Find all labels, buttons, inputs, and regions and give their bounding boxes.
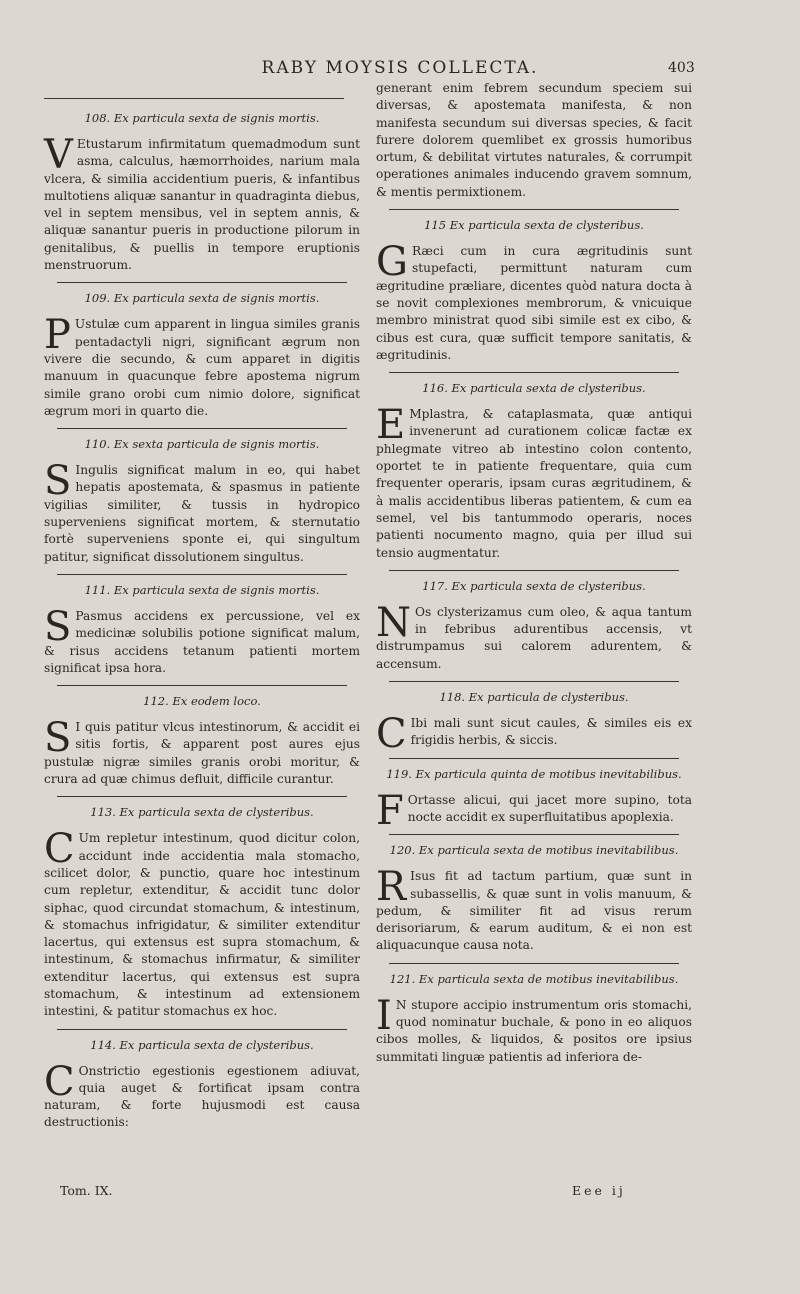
divider — [57, 428, 348, 429]
section-body: Um repletur intestinum, quod dicitur colon, accidunt inde accidentia mala stomacho, scilicet dolor, & punctio, quare hoc intestinum cum repletur, extenditur, & accidit tunc dolor siphac, quod circundat stomachum, & intestinum, & stomachus infrigidatur, & similiter extenditur lacertus, qui extensus est supra stomachum, & intestinum, & stomachus infirmatur, & similiter extenditur lacertus, qui extensus est supra stomachum, & intestinum ad extensionem intestini, & patitur stomachus ex hoc. — [44, 831, 360, 1019]
section-text — [44, 603, 360, 677]
section-heading: 110. Ex sexta particula de signis mortis. — [84, 437, 320, 452]
section-text — [376, 711, 692, 758]
drop-cap: C — [376, 711, 407, 758]
section-body: Isus fit ad tactum partium, quæ sunt in subassellis, & quæ sunt in volis manuum, & pedum, & similiter fit ad visus rerum derisoriarum, & earum auditum, & ei non est aliquacunque causa nota. — [376, 869, 692, 953]
drop-cap: S — [44, 458, 72, 505]
signature-mark: Eee ij — [572, 1183, 626, 1198]
section-heading: 116. Ex particula sexta de clysteribus. — [422, 381, 646, 396]
continuation-text: generant enim febrem secundum speciem sui diversas, & apostemata manifesta, & non manifesta secundum sui diversas species, & facit furere dolorem quemlibet ex grossis humoribus ortum, & debilitat virtutes naturales, & corrumpit operationes animales inducendo gravem somnum, & mentis permixtionem. — [376, 81, 692, 199]
drop-cap: S — [44, 603, 72, 650]
section-heading: 109. Ex particula sexta de signis mortis. — [84, 291, 320, 306]
volume-mark: Tom. IX. — [60, 1183, 113, 1198]
divider — [389, 758, 680, 759]
section-text — [44, 715, 360, 788]
section-115 — [376, 218, 692, 364]
drop-cap: F — [376, 787, 404, 834]
right-column — [376, 80, 692, 1072]
section-body: Etustarum infirmitatum quemadmodum sunt asma, calculus, hæmorrhoides, narium mala vlcera, & similia accidentium pueris, & infantibus multotiens aliquæ sanantur in quadraginta diebus, vel in septem mensibus, vel in septem annis, & aliquæ sanantur pueris in productione pilorum in genitalibus, & puellis in tempore eruptionis menstruorum. — [44, 137, 360, 273]
section-text — [44, 458, 360, 566]
left-column — [44, 98, 360, 1138]
drop-cap: R — [376, 864, 407, 911]
section-text — [44, 312, 360, 420]
section-text — [376, 239, 692, 364]
divider — [389, 372, 680, 373]
divider — [389, 834, 680, 835]
section-body: I quis patitur vlcus intestinorum, & accidit ei sitis fortis, & apparent post aures ejus pustulæ nigræ similes granis orobi moritur, & crura ad quæ chimus defluit, difficile curantur. — [44, 720, 360, 787]
section-text — [376, 599, 692, 673]
section-body: Ustulæ cum apparent in lingua similes granis pentadactyli nigri, significant ægrum non vivere die secundo, & cum apparet in digitis manuum in quacunque febre apostema nigrum simile grano orobi cum nimio dolore, significat ægrum mori in quarto die. — [44, 317, 360, 418]
section-body: Mplastra, & cataplasmata, quæ antiqui invenerunt ad curationem colicæ factæ ex phlegmate vitreo ab intestino colon contento, oportet te in patiente frequentare, quia cum frequenter operaris, ipsam curas ægritudinem, & à malis accidentibus liberas patientem, & cum ea semel, vel bis tantummodo operaris, noces patienti nocumento magno, quia per illud sui tensio augmentatur. — [376, 407, 692, 560]
page-number: 403 — [668, 60, 695, 76]
section-body: N stupore accipio instrumentum oris stomachi, quod nominatur buchale, & pono in eo aliquos cibos molles, & liquidos, & positos ore ipsius summitati linguæ patientis ad inferiora de- — [376, 997, 692, 1064]
section-text — [376, 992, 692, 1066]
section-text — [376, 402, 692, 562]
divider — [57, 685, 348, 686]
drop-cap: C — [44, 1058, 75, 1105]
section-heading: 119. Ex particula quinta de motibus inevitabilibus. — [386, 766, 682, 781]
drop-cap: N — [376, 599, 411, 646]
section-body: Ingulis significat malum in eo, qui habet hepatis apostemata, & spasmus in patiente vigilias similiter, & tussis in hydropico superveniens significat mortem, & sternutatio fortè superveniens sponte ei, qui singultum patitur, significat dissolutionem singultus. — [44, 463, 360, 564]
section-108 — [44, 111, 360, 274]
section-body: Ræci cum in cura ægritudinis sunt stupefacti, permittunt naturam cum ægritudine præliare, dicentes quòd natura docta à se novit complexiones membrorum, & vnicuique membro ministrat quod sibi simile est ex cibo, & cibus est cura, quæ sufficit tempore sanitatis, & ægritudinis. — [376, 244, 692, 362]
section-heading: 118. Ex particula de clysteribus. — [439, 690, 629, 705]
drop-cap: P — [44, 312, 71, 359]
section-116 — [376, 381, 692, 562]
divider — [57, 282, 348, 283]
section-heading: 114. Ex particula sexta de clysteribus. — [90, 1037, 314, 1052]
divider — [389, 570, 680, 571]
drop-cap: E — [376, 402, 406, 449]
section-text — [44, 826, 360, 1020]
section-text — [376, 864, 692, 954]
section-heading: 113. Ex particula sexta de clysteribus. — [90, 805, 314, 820]
section-114 — [44, 1038, 360, 1132]
divider — [389, 681, 680, 682]
section-body: Ibi mali sunt sicut caules, & similes eis ex frigidis herbis, & siccis. — [410, 716, 692, 748]
section-text — [376, 787, 692, 834]
section-heading: 111. Ex particula sexta de signis mortis. — [84, 582, 320, 597]
section-text — [44, 1058, 360, 1132]
divider — [389, 963, 680, 964]
section-heading: 108. Ex particula sexta de signis mortis. — [84, 111, 320, 125]
drop-cap: C — [44, 826, 75, 873]
section-112 — [44, 694, 360, 788]
section-heading: 121. Ex particula sexta de motibus inevitabilibus. — [389, 971, 679, 986]
section-text — [44, 132, 360, 274]
drop-cap: V — [44, 132, 73, 178]
section-body: Pasmus accidens ex percussione, vel ex medicinæ solubilis potione significat malum, & risus accidens tetanum patienti mortem significat ipsa hora. — [44, 608, 360, 675]
section-111 — [44, 583, 360, 677]
section-109 — [44, 291, 360, 420]
section-heading: 112. Ex eodem loco. — [143, 694, 261, 709]
drop-cap: I — [376, 992, 392, 1039]
divider — [57, 796, 348, 797]
section-110 — [44, 437, 360, 566]
section-heading: 120. Ex particula sexta de motibus inevitabilibus. — [389, 843, 679, 858]
divider — [57, 574, 348, 575]
section-heading: 115 Ex particula sexta de clysteribus. — [424, 218, 644, 233]
section-body: Os clysterizamus cum oleo, & aqua tantum in febribus adurentibus accensis, vt distrumpamus sui calorem adurentem, & accensum. — [376, 604, 692, 671]
running-head: RABY MOYSIS COLLECTA. — [261, 58, 539, 78]
section-body: Onstrictio egestionis egestionem adiuvat, quia auget & fortificat ipsam contra naturam, & forte hujusmodi est causa destructionis: — [44, 1063, 360, 1130]
divider — [57, 1029, 348, 1030]
section-120 — [376, 843, 692, 954]
drop-cap: G — [376, 239, 408, 286]
section-121 — [376, 972, 692, 1066]
section-body: Ortasse alicui, qui jacet more supino, tota nocte accidit ex superfluitatibus apoplexia. — [407, 792, 692, 824]
divider — [389, 209, 680, 210]
section-118 — [376, 690, 692, 758]
divider — [44, 98, 344, 99]
section-119 — [376, 766, 692, 834]
section-heading: 117. Ex particula sexta de clysteribus. — [422, 578, 646, 593]
drop-cap: S — [44, 715, 72, 762]
section-113 — [44, 805, 360, 1020]
section-117 — [376, 579, 692, 673]
